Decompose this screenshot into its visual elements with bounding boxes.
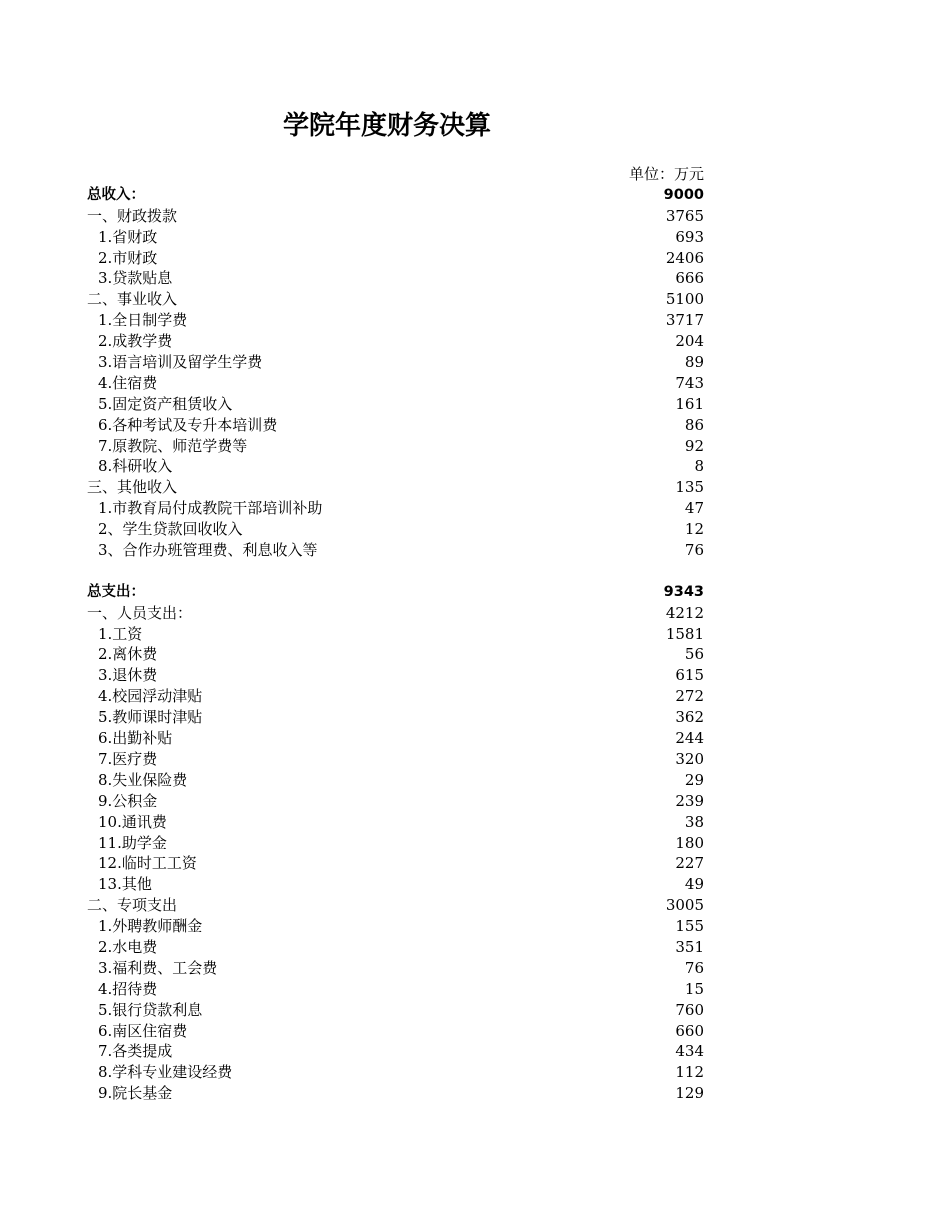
expense-section <box>87 603 704 1104</box>
expense-row-label: 7.医疗费 <box>98 749 158 768</box>
expense-row <box>87 1062 704 1083</box>
expense-row-value: 660 <box>675 1021 704 1040</box>
income-row <box>87 248 704 269</box>
expense-row-value: 38 <box>684 812 704 831</box>
expense-row-label: 5.教师课时津贴 <box>98 708 203 727</box>
expense-row-value: 1581 <box>665 624 704 643</box>
expense-row <box>87 979 704 1000</box>
expense-row-value: 434 <box>675 1042 704 1061</box>
income-row-label: 三、其他收入 <box>87 478 178 497</box>
expense-row <box>87 624 704 645</box>
expense-row-value: 15 <box>684 979 704 998</box>
expense-row <box>87 895 704 916</box>
expense-row-label: 6.出勤补贴 <box>98 729 173 748</box>
expense-row-label: 13.其他 <box>98 875 152 894</box>
income-row-label: 3、合作办班管理费、利息收入等 <box>98 541 318 560</box>
income-row <box>87 268 704 289</box>
expense-row-value: 351 <box>675 937 704 956</box>
income-row-label: 4.住宿费 <box>98 373 158 392</box>
expense-row <box>87 791 704 812</box>
expense-row <box>87 728 704 749</box>
expense-row-value: 615 <box>675 666 704 685</box>
income-total-value: 9000 <box>663 186 704 203</box>
income-row-label: 3.语言培训及留学生学费 <box>98 353 263 372</box>
expense-row-value: 4212 <box>665 603 704 622</box>
income-row-label: 5.固定资产租赁收入 <box>98 394 233 413</box>
expense-row-value: 227 <box>675 854 704 873</box>
income-row-label: 6.各种考试及专升本培训费 <box>98 415 278 434</box>
page-title: 学院年度财务决算 <box>283 111 492 141</box>
expense-total-value: 9343 <box>663 583 704 600</box>
expense-row-value: 112 <box>675 1063 704 1082</box>
income-row <box>87 436 704 457</box>
expense-total-row <box>87 582 704 603</box>
expense-row-value: 49 <box>684 875 704 894</box>
expense-row-value: 56 <box>684 645 704 664</box>
income-row-label: 2.成教学费 <box>98 332 173 351</box>
expense-row-label: 4.校园浮动津贴 <box>98 687 203 706</box>
expense-row-label: 2.离休费 <box>98 645 158 664</box>
income-row-label: 2、学生贷款回收收入 <box>98 520 243 539</box>
expense-row-label: 10.通讯费 <box>98 812 167 831</box>
income-row <box>87 540 704 561</box>
expense-row-value: 320 <box>675 749 704 768</box>
expense-row-label: 12.临时工工资 <box>98 854 197 873</box>
expense-row-label: 二、专项支出 <box>87 896 178 915</box>
income-row-value: 86 <box>684 415 704 434</box>
expense-row-value: 272 <box>675 687 704 706</box>
expense-row <box>87 1000 704 1021</box>
expense-row-label: 9.院长基金 <box>98 1084 173 1103</box>
expense-row-label: 1.外聘教师酬金 <box>98 917 203 936</box>
expense-row-value: 129 <box>675 1084 704 1103</box>
income-row <box>87 310 704 331</box>
income-row-label: 1.全日制学费 <box>98 311 188 330</box>
expense-row <box>87 874 704 895</box>
income-row-label: 一、财政拨款 <box>87 206 178 225</box>
expense-row-label: 6.南区住宿费 <box>98 1021 188 1040</box>
expense-row-value: 362 <box>675 708 704 727</box>
expense-total-label: 总支出： <box>87 583 145 600</box>
income-row <box>87 498 704 519</box>
income-row-value: 5100 <box>665 290 704 309</box>
expense-row <box>87 833 704 854</box>
income-row <box>87 394 704 415</box>
income-row <box>87 519 704 540</box>
expense-row-label: 一、人员支出： <box>87 603 193 622</box>
unit-row <box>87 164 704 185</box>
income-row-label: 2.市财政 <box>98 248 158 267</box>
income-row <box>87 331 704 352</box>
expense-row <box>87 686 704 707</box>
income-row <box>87 477 704 498</box>
income-row <box>87 227 704 248</box>
expense-row <box>87 958 704 979</box>
income-row-label: 1.市教育局付成教院干部培训补助 <box>98 499 323 518</box>
income-row-value: 89 <box>684 353 704 372</box>
financial-table <box>87 164 704 1104</box>
expense-row-label: 2.水电费 <box>98 937 158 956</box>
expense-row-label: 11.助学金 <box>98 833 167 852</box>
expense-row <box>87 665 704 686</box>
section-spacer <box>87 561 704 582</box>
income-row-value: 693 <box>675 227 704 246</box>
income-row-value: 161 <box>675 394 704 413</box>
income-row-value: 76 <box>684 541 704 560</box>
expense-row-value: 29 <box>684 770 704 789</box>
unit-label: 单位：万元 <box>628 165 704 183</box>
expense-row-value: 155 <box>675 917 704 936</box>
expense-row <box>87 853 704 874</box>
income-row-value: 47 <box>684 499 704 518</box>
income-total-label: 总收入： <box>87 186 145 203</box>
income-row <box>87 289 704 310</box>
expense-row-label: 5.银行贷款利息 <box>98 1000 203 1019</box>
expense-row-label: 8.失业保险费 <box>98 770 188 789</box>
income-row <box>87 456 704 477</box>
income-row-value: 12 <box>684 520 704 539</box>
income-row-value: 3765 <box>665 206 704 225</box>
income-row-value: 92 <box>684 436 704 455</box>
income-row-label: 二、事业收入 <box>87 290 178 309</box>
income-row-label: 8.科研收入 <box>98 457 173 476</box>
expense-row-label: 3.退休费 <box>98 666 158 685</box>
expense-row-label: 9.公积金 <box>98 791 158 810</box>
income-row <box>87 206 704 227</box>
expense-row <box>87 707 704 728</box>
income-row-value: 2406 <box>665 248 704 267</box>
expense-row-value: 76 <box>684 958 704 977</box>
expense-row-value: 3005 <box>665 896 704 915</box>
income-row-value: 666 <box>675 269 704 288</box>
expense-row <box>87 1041 704 1062</box>
income-row-value: 135 <box>675 478 704 497</box>
income-total-row <box>87 185 704 206</box>
expense-row-label: 1.工资 <box>98 624 143 643</box>
income-row <box>87 352 704 373</box>
expense-row <box>87 770 704 791</box>
income-section <box>87 206 704 561</box>
income-row <box>87 373 704 394</box>
expense-row-value: 180 <box>675 833 704 852</box>
income-row <box>87 415 704 436</box>
expense-row-label: 3.福利费、工会费 <box>98 958 218 977</box>
expense-row-label: 8.学科专业建设经费 <box>98 1063 233 1082</box>
expense-row <box>87 937 704 958</box>
income-row-label: 3.贷款贴息 <box>98 269 173 288</box>
expense-row-label: 7.各类提成 <box>98 1042 173 1061</box>
expense-row-value: 239 <box>675 791 704 810</box>
income-row-value: 204 <box>675 332 704 351</box>
expense-row-label: 4.招待费 <box>98 979 158 998</box>
expense-row <box>87 812 704 833</box>
income-row-value: 8 <box>694 457 704 476</box>
expense-row <box>87 603 704 624</box>
income-row-value: 743 <box>675 373 704 392</box>
income-row-label: 7.原教院、师范学费等 <box>98 436 248 455</box>
expense-row <box>87 1083 704 1104</box>
expense-row <box>87 1021 704 1042</box>
income-row-label: 1.省财政 <box>98 227 158 246</box>
expense-row <box>87 916 704 937</box>
expense-row <box>87 644 704 665</box>
income-row-value: 3717 <box>665 311 704 330</box>
expense-row-value: 760 <box>675 1000 704 1019</box>
expense-row-value: 244 <box>675 729 704 748</box>
expense-row <box>87 749 704 770</box>
